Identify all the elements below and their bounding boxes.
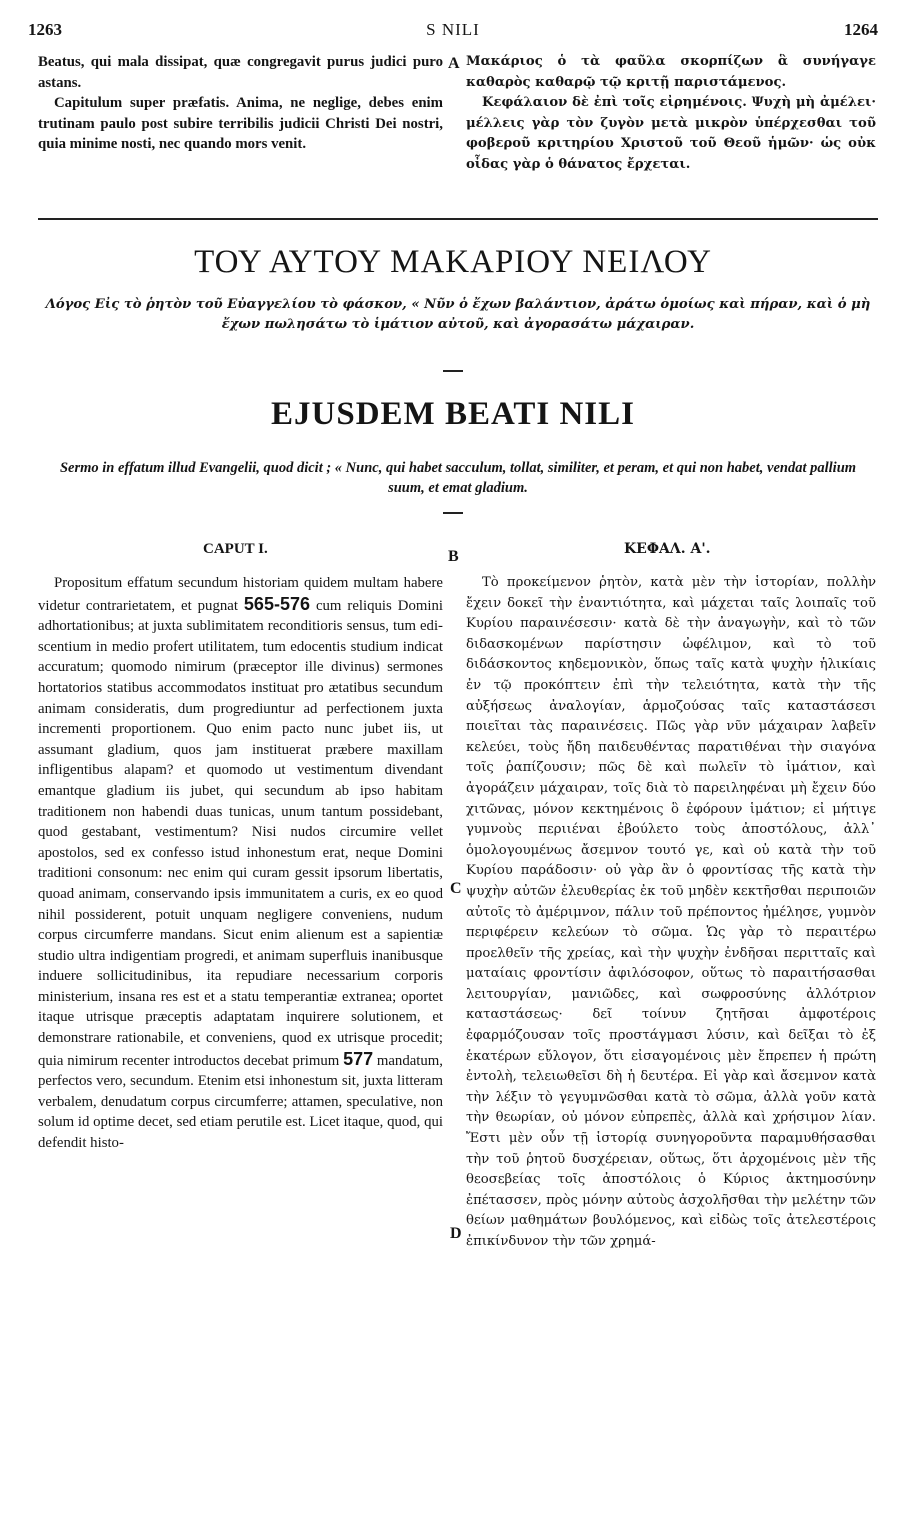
top-latin-para-1: Beatus, qui mala dissipat, quæ congregavit purus judici puro astans.	[38, 54, 443, 91]
column-number-565-576: 565-576	[243, 593, 310, 614]
column-number-577: 577	[343, 1048, 374, 1069]
margin-letter-a: A	[448, 55, 460, 72]
chapter-heading-latin: CAPUT I.	[203, 541, 268, 557]
top-latin-para-2: Capitulum super præfatis. Anima, ne neglige, debes enim trutinam paulo post subire terribilis judicii Christi Dei nostri, quia minime nosti, nec quando mors venit.	[38, 95, 443, 153]
section-divider-rule	[38, 218, 878, 220]
body-greek-column	[466, 573, 876, 1253]
title-dash-2	[443, 512, 463, 514]
top-latin-column	[38, 52, 443, 155]
chapter-heading-greek: ΚΕΦΑΛ. Α'.	[624, 541, 711, 557]
page-number-right: 1264	[844, 20, 878, 39]
body-latin-column	[38, 573, 443, 1154]
greek-title: ΤΟΥ ΑΥΤΟΥ ΜΑΚΑΡΙΟΥ ΝΕΙΛΟΥ	[194, 244, 712, 280]
body-greek-paragraph: Τὸ προκείμενον ῥητὸν, κατὰ μὲν τὴν ἱστορίαν, πολλὴν ἔχειν δοκεῖ τὴν ἐναντιότητα, καὶ μάχεται ταῖς λοιπαῖς τοῦ Κυρίου παραινέσεσιν· κατὰ δὲ τὴν ἀναγωγὴν, καὶ τὸ τῶν διδασκομένων παρίστησιν ὠφέλιμον, καὶ τὸ τοῦ διδάσκοντος κηδεμονικὸν, ὅπως ταῖς κατὰ ψυχὴν ἡλικίαις ἐν τῷ προκόπτειν ἐπὶ τὴν τελειότητα, κατὰ τὴν τῆς αὐξήσεως ἀναλογίαν, ἁρμοζούσας ταῖς καταστάσεσι ποιεῖται τὰς παραινέσεις. Πῶς γὰρ νῦν μάχαιραν λαβεῖν κελεύει, τοὺς ἤδη παιδευθέντας παρατιθέναι τὴν σιαγόνα τοῖς ῥαπίζουσιν; πῶς δὲ καὶ πωλεῖν τὸ ἱμάτιον, καὶ ἀγοράζειν μάχαιραν, τοῖς διὰ τὸ παρειληφέναι μὴ ἔχειν δύο χιτῶνας, μόνον κεκτημένοις ὃ ἐφόρουν ἱμάτιον; εἰ μήτιγε γυμνοὺς περιιέναι ἐβούλετο τοὺς ἀποστόλους, ἀλλ᾽ ὁμολογουμένως ἄσεμνον τουτό γε, καὶ οὐ κατὰ τὴν τοῦ Κυρίου παράδοσιν· οὐ γὰρ ἂν ὁ φροντίσας τῆς κατὰ τὴν ψυχὴν αὐτῶν ἐλευθερίας ἐκ τοῦ μηδὲν κεκτῆσθαι περιποιῶν αὐτοῖς τὸ ἀμέριμνον, πάλιν τοῦ πρέποντος ἠμέλησε, γυμνὸν περιφέρειν κελεύων τὸ σῶμα. Ὡς γὰρ τὸ περαιτέρω προελθεῖν τῆς χρείας, καὶ τὴν ψυχὴν ἐνδῆσαι περιτταῖς καὶ ματαίαις φροντίσιν ἀφιλόσοφον, οὕτως τὸ παραιτήσασθαι λειτουργίαν, μανιῶδες, καὶ σωφροσύνης ἀλλότριον καταστάσεως· δεῖ τοίνυν ζητῆσαι ἀμφοτέροις ἐφαρμόζουσαν τοῖς προστάγμασι λύσιν, καὶ δεῖξαι τὸ ἐξ ἑκατέρων εὔλογον, ὅτι εἰσαγομένοις μὲν ἔπρεπεν ἡ πρώτη ἐντολὴ, τελειωθεῖσι δὴ ἡ δευτέρα. Εἰ γὰρ καὶ ἄσεμνον κατὰ τὴν λέξιν τὸ γεγυμνῶσθαι κατὰ τὸ σῶμα, ἀλλὰ γοῦν κατὰ τὴν θεωρίαν, οὐ μόνον εὐπρεπὲς, ἀλλὰ καὶ χρήσιμον λίαν. Ἔστι μὲν οὖν τῇ ἱστορίᾳ συνηγοροῦντα παραμυθήσασθαι τὴν τοῦ ῥητοῦ δυσχέρειαν, οὕτως, ὅτι ἀρχομένοις μὲν τῆς θεοσεβείας τοῖς ἀποστόλοις ὁ Κύριος ἀκτημοσύνην ἐπέτασσεν, πρὸς μόνην αὐτοὺς ἀσχολῆσθαι τὴν μελέτην τῶν θείων μαθημάτων βουλόμενος, καὶ εἰδὼς τοῖς ἀτελεστέροις ἐπικίνδυνον τὴν τῶν χρημά-	[466, 575, 876, 1249]
greek-subtitle: Λόγος Εἰς τὸ ῥητὸν τοῦ Εὐαγγελίου τὸ φάσκον, « Νῦν ὁ ἔχων βαλάντιον, ἀράτω ὁμοίως καὶ πήραν, καὶ ὁ μὴ ἔχων πωλησάτω τὸ ἱμάτιον αὐτοῦ, καὶ ἀγορασάτω μάχαιραν.	[45, 297, 871, 332]
title-dash-1	[443, 370, 463, 372]
top-greek-para-1: Μακάριος ὁ τὰ φαῦλα σκορπίζων ἃ συνήγαγε καθαρὸς καθαρῷ τῷ κριτῇ παριστάμενος.	[466, 54, 876, 90]
margin-letter-d: D	[450, 1225, 462, 1242]
body-latin-text-3: mandatum, perfectos vero, secundum. Etenim etsi inhonestum sit, juxta litteram verbalem, denudatum corpus circumferre; attamen, speculative, non solum id optime decet, sed etiam perutile est. Licet itaque, quod, qui defendit histo-	[38, 1052, 444, 1152]
body-latin-text-1: Propositum effatum secundum historiam quidem multam habere videtur contrarietatem, et pugnat	[38, 575, 443, 614]
running-header	[28, 20, 878, 50]
latin-title: EJUSDEM BEATI NILI	[271, 396, 635, 432]
top-greek-para-2: Κεφάλαιον δὲ ἐπὶ τοῖς εἰρημένοις. Ψυχὴ μὴ ἀμέλει· μέλλεις γὰρ τὸν ζυγὸν μετὰ μικρὸν ὑπέρχεσθαι τοῦ φοβεροῦ κριτηρίου Χριστοῦ τοῦ Θεοῦ ἡμῶν· ὡς οὐκ οἶδας γὰρ ὁ θάνατος ἔρχεται.	[466, 95, 876, 172]
body-latin-text-2: cum reliquis Domini adhortationibus; at juxta sublimitatem reconditioris sensus, tum edi-scentium in medio profert utilitatem, tum edocentis studium indicat accuratum; quomodo nimirum (præceptor ille divinus) sermones hortatorios statibus accommodatos instituat pro ætatibus secundum animam consideratis, dum progrediuntur ad perfectionem juxta incrementi proportionem. Quo enim pacto nunc jubet iis, ut assumant gladium, quos jam instituerat præbere maxillam infligentibus alapam? et quomodo ut vestimentum divendant emantque gladium iis jubet, qui secundum ab ipso habitam traditionem non habendi duas tunicas, unum tantum possidebant, quod gestabant, vestimentum? Nisi nudos circumire vellet apostolos, sed ex confesso istud inhonestum erat, neque Domini traditioni consonum: nec enim qui curam gessit ipsorum libertatis, quoad animam, conservando ipsis immunitatem a curis, ex eo quod nihil possiderent, potuit unquam negligere conveniens, nudum corpus circumferre mandans. Sicut enim alienum est a sapientiæ studio ultra indigentiam progredi, et animam superfluis inanibusque induere sollicitudinibus, ita repudiare necessarium corporis ministerium, insana res est et a statu temperantiæ extranea; oportet itaque utrisque præceptis adaptatam inquirere solutionem, et demonstrare rationabile, et conveniens, quod ex utrisque procedit; quia nimirum recenter introductos decebat primum	[38, 597, 443, 1069]
body-latin-paragraph	[38, 573, 443, 1154]
latin-subtitle: Sermo in effatum illud Evangelii, quod dicit ; « Nunc, qui habet sacculum, tollat, similiter, et peram, et qui non habet, vendat pallium suum, et emat gladium.	[59, 460, 857, 496]
margin-letter-b: B	[448, 548, 459, 565]
margin-letter-c: C	[450, 880, 462, 897]
page-number-left: 1263	[28, 20, 62, 39]
running-title: S NILI	[426, 20, 480, 39]
top-greek-column	[466, 52, 876, 176]
